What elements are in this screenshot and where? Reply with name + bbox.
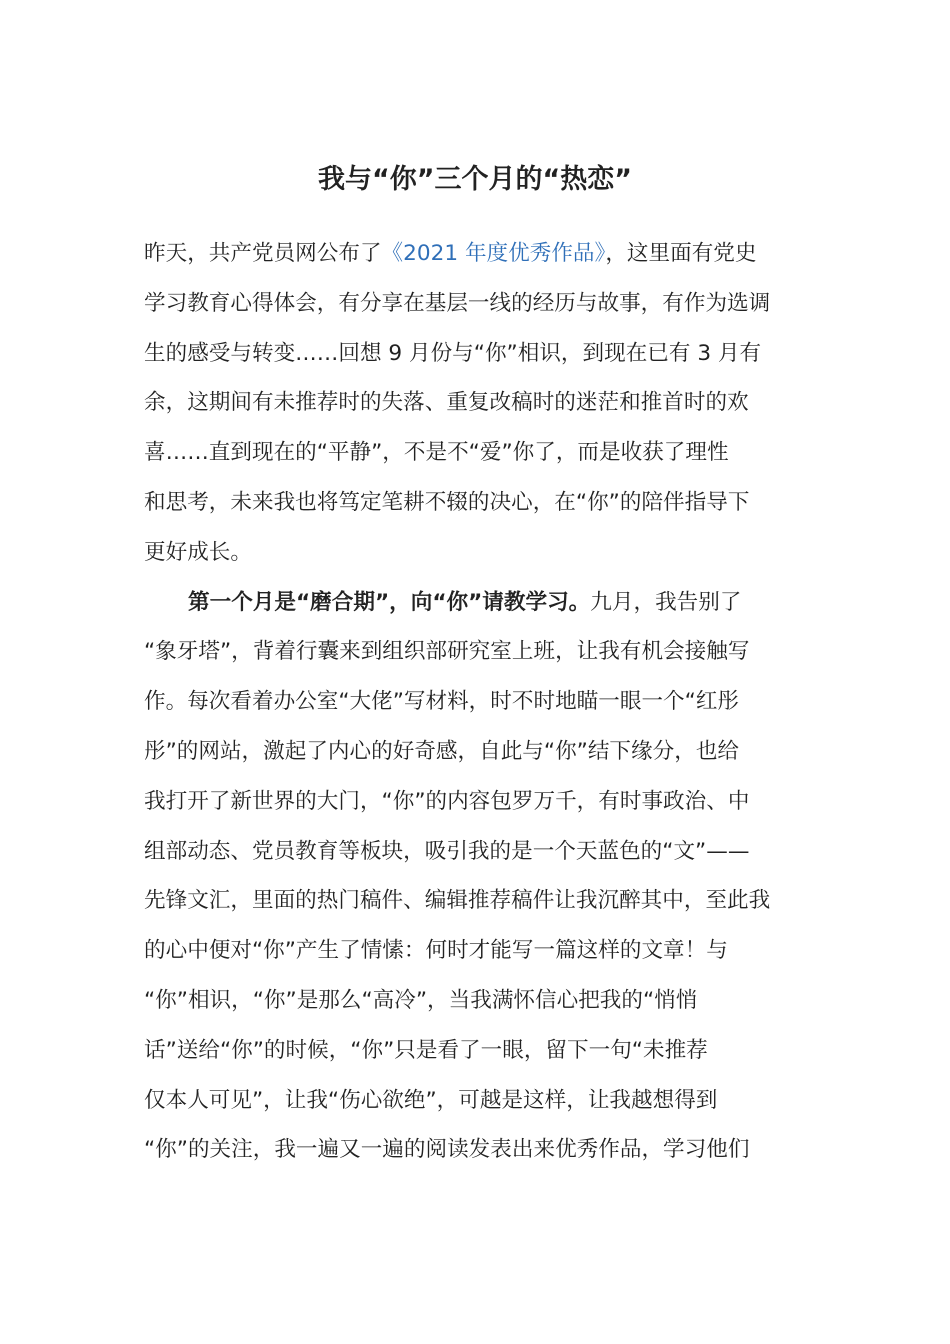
text-line: “你”相识，“你”是那么“高冷”，当我满怀信心把我的“悄悄 [144,987,698,1013]
text-run: 昨天，共产党员网公布了 [144,241,382,266]
document-body [144,229,798,1175]
intro-paragraph [144,229,798,578]
text-line [144,229,798,279]
section1-paragraph [144,578,798,1176]
text-line: 的心中便对“你”产生了情愫：何时才能写一篇这样的文章！与 [144,938,728,964]
document-title: 我与“你”三个月的“热恋” [318,164,632,195]
text-line: 话”送给“你”的时候，“你”只是看了一眼，留下一句“未推荐 [144,1037,708,1063]
text-line: 喜……直到现在的“平静”，不是不“爱”你了，而是收获了理性 [144,440,729,466]
text-line: 彤”的网站，激起了内心的好奇感，自此与“你”结下缘分，也给 [144,738,740,764]
text-run: ，这里面有党史 [605,241,757,266]
text-line: 更好成长。 [144,539,252,565]
text-line: 作。每次看着办公室“大佬”写材料，时不时地瞄一眼一个“红彤 [144,689,740,715]
text-line: “象牙塔”，背着行囊来到组织部研究室上班，让我有机会接触写 [144,639,750,665]
text-line: 我打开了新世界的大门，“你”的内容包罗万千，有时事政治、中 [144,788,750,814]
text-line: 余，这期间有未推荐时的失落、重复改稿时的迷茫和推首时的欢 [144,390,749,416]
text-line: 生的感受与转变……回想 9 月份与“你”相识，到现在已有 3 月有 [144,340,762,366]
section-heading: 第一个月是“磨合期”，向“你”请教学习。 [188,589,591,615]
text-run: 九月，我告别了 [590,589,742,615]
awards-link[interactable]: 《2021 年度优秀作品》 [381,241,606,266]
text-line [144,578,798,628]
text-line: 组部动态、党员教育等板块，吸引我的是一个天蓝色的“文”—— [144,838,750,864]
text-line: 和思考，未来我也将笃定笔耕不辍的决心，在“你”的陪伴指导下 [144,489,750,515]
text-line: 仅本人可见”，让我“伤心欲绝”，可越是这样，让我越想得到 [144,1087,718,1113]
text-line: “你”的关注，我一遍又一遍的阅读发表出来优秀作品，学习他们 [144,1137,750,1163]
text-line: 学习教育心得体会，有分享在基层一线的经历与故事，有作为选调 [144,290,771,316]
text-line: 先锋文汇，里面的热门稿件、编辑推荐稿件让我沉醉其中，至此我 [144,888,771,914]
